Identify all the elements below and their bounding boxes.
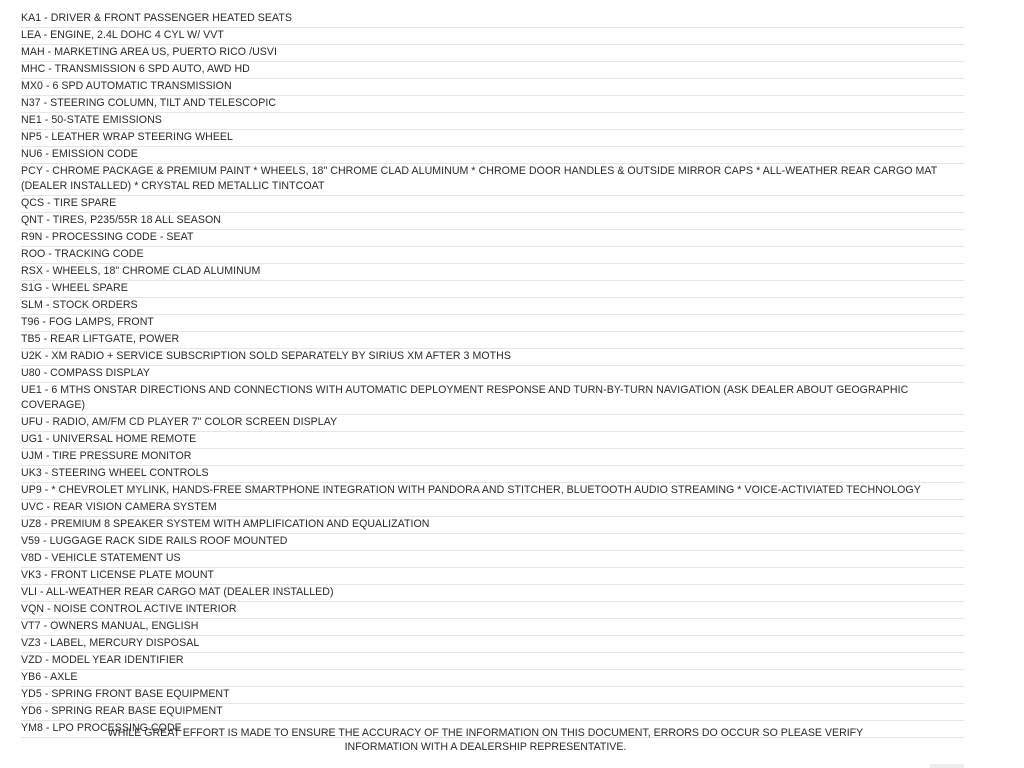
- option-row: MX0 - 6 SPD AUTOMATIC TRANSMISSION: [21, 79, 964, 96]
- option-row: N37 - STEERING COLUMN, TILT AND TELESCOPIC: [21, 96, 964, 113]
- option-row: V8D - VEHICLE STATEMENT US: [21, 551, 964, 568]
- option-row: QCS - TIRE SPARE: [21, 196, 964, 213]
- page-edge-artifact: [930, 764, 964, 768]
- disclaimer: [0, 726, 971, 754]
- option-row: T96 - FOG LAMPS, FRONT: [21, 315, 964, 332]
- option-row: UP9 - * CHEVROLET MYLINK, HANDS-FREE SMARTPHONE INTEGRATION WITH PANDORA AND STITCHER, BLUETOOTH AUDIO STREAMING * VOICE-ACTIVIATED TECHNOLOGY: [21, 483, 964, 500]
- option-row: UVC - REAR VISION CAMERA SYSTEM: [21, 500, 964, 517]
- option-row: VQN - NOISE CONTROL ACTIVE INTERIOR: [21, 602, 964, 619]
- option-row: S1G - WHEEL SPARE: [21, 281, 964, 298]
- option-row: ROO - TRACKING CODE: [21, 247, 964, 264]
- option-row: NE1 - 50-STATE EMISSIONS: [21, 113, 964, 130]
- option-row: VT7 - OWNERS MANUAL, ENGLISH: [21, 619, 964, 636]
- option-row: UE1 - 6 MTHS ONSTAR DIRECTIONS AND CONNECTIONS WITH AUTOMATIC DEPLOYMENT RESPONSE AND TURN-BY-TURN NAVIGATION (ASK DEALER ABOUT GEOGRAPHIC COVERAGE): [21, 383, 964, 415]
- option-row: VK3 - FRONT LICENSE PLATE MOUNT: [21, 568, 964, 585]
- option-row: TB5 - REAR LIFTGATE, POWER: [21, 332, 964, 349]
- option-row: UFU - RADIO, AM/FM CD PLAYER 7" COLOR SCREEN DISPLAY: [21, 415, 964, 432]
- option-row: UK3 - STEERING WHEEL CONTROLS: [21, 466, 964, 483]
- option-row: PCY - CHROME PACKAGE & PREMIUM PAINT * WHEELS, 18" CHROME CLAD ALUMINUM * CHROME DOOR HANDLES & OUTSIDE MIRROR CAPS * ALL-WEATHER REAR CARGO MAT (DEALER INSTALLED) * CRYSTAL RED METALLIC TINTCOAT: [21, 164, 964, 196]
- option-row: UJM - TIRE PRESSURE MONITOR: [21, 449, 964, 466]
- option-row: YM8 - LPO PROCESSING CODE: [21, 721, 964, 738]
- option-row: NU6 - EMISSION CODE: [21, 147, 964, 164]
- option-row: RSX - WHEELS, 18" CHROME CLAD ALUMINUM: [21, 264, 964, 281]
- option-row: LEA - ENGINE, 2.4L DOHC 4 CYL W/ VVT: [21, 28, 964, 45]
- option-row: QNT - TIRES, P235/55R 18 ALL SEASON: [21, 213, 964, 230]
- option-row: VZ3 - LABEL, MERCURY DISPOSAL: [21, 636, 964, 653]
- option-row: YB6 - AXLE: [21, 670, 964, 687]
- option-row: V59 - LUGGAGE RACK SIDE RAILS ROOF MOUNTED: [21, 534, 964, 551]
- option-row: NP5 - LEATHER WRAP STEERING WHEEL: [21, 130, 964, 147]
- option-row: VZD - MODEL YEAR IDENTIFIER: [21, 653, 964, 670]
- option-row: MAH - MARKETING AREA US, PUERTO RICO /USVI: [21, 45, 964, 62]
- option-row: MHC - TRANSMISSION 6 SPD AUTO, AWD HD: [21, 62, 964, 79]
- option-code-list: [21, 11, 964, 738]
- option-row: SLM - STOCK ORDERS: [21, 298, 964, 315]
- option-row: VLI - ALL-WEATHER REAR CARGO MAT (DEALER INSTALLED): [21, 585, 964, 602]
- option-row: R9N - PROCESSING CODE - SEAT: [21, 230, 964, 247]
- disclaimer-line-1: WHILE GREAT EFFORT IS MADE TO ENSURE THE ACCURACY OF THE INFORMATION ON THIS DOCUMENT, ERRORS DO OCCUR SO PLEASE VERIFY: [107, 727, 864, 739]
- option-row: UZ8 - PREMIUM 8 SPEAKER SYSTEM WITH AMPLIFICATION AND EQUALIZATION: [21, 517, 964, 534]
- disclaimer-line-2: INFORMATION WITH A DEALERSHIP REPRESENTATIVE.: [344, 741, 627, 753]
- option-row: U2K - XM RADIO + SERVICE SUBSCRIPTION SOLD SEPARATELY BY SIRIUS XM AFTER 3 MOTHS: [21, 349, 964, 366]
- option-row: KA1 - DRIVER & FRONT PASSENGER HEATED SEATS: [21, 11, 964, 28]
- option-row: YD5 - SPRING FRONT BASE EQUIPMENT: [21, 687, 964, 704]
- option-row: U80 - COMPASS DISPLAY: [21, 366, 964, 383]
- option-row: YD6 - SPRING REAR BASE EQUIPMENT: [21, 704, 964, 721]
- option-row: UG1 - UNIVERSAL HOME REMOTE: [21, 432, 964, 449]
